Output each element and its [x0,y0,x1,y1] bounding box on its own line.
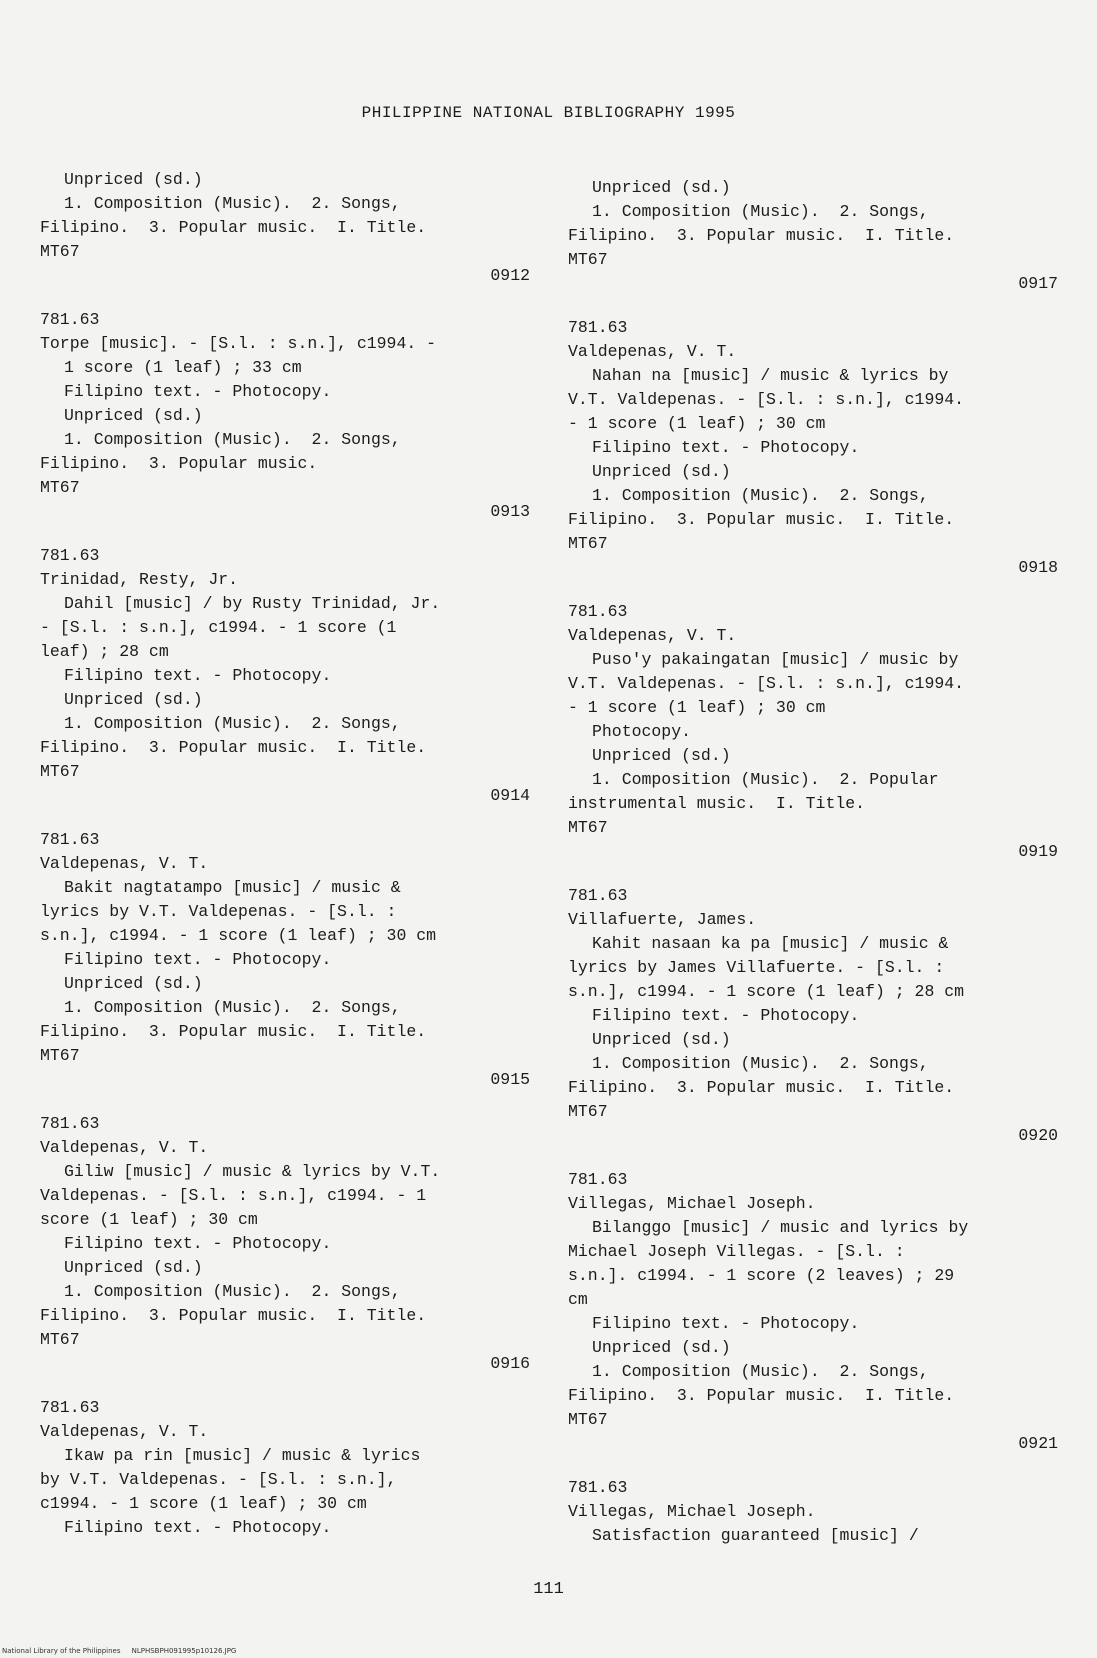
bibliography-entry [40,544,530,828]
bibliography-entry [568,176,1058,316]
entry-line: Valdepenas, V. T. [568,342,737,361]
entry-line: Unpriced (sd.) [592,178,731,197]
entry-line: 781.63 [568,602,628,621]
entry-line: 1. Composition (Music). 2. Songs, [592,1054,929,1073]
entry-line: Filipino. 3. Popular music. I. Title. [40,1022,427,1041]
entry-line: Filipino. 3. Popular music. I. Title. [40,218,427,237]
page-number: 111 [533,1580,564,1599]
bibliography-entry [40,168,530,308]
entry-line: 781.63 [40,1114,100,1133]
entry-line: Villegas, Michael Joseph. [568,1502,816,1521]
entry-line: Unpriced (sd.) [592,462,731,481]
entry-number: 0920 [1018,1126,1058,1145]
entry-line: Trinidad, Resty, Jr. [40,570,239,589]
entry-number: 0913 [490,502,530,521]
entry-line: Valdepenas, V. T. [568,626,737,645]
entry-line: Filipino text. - Photocopy. [64,1234,332,1253]
entry-number: 0916 [490,1354,530,1373]
entry-line: Ikaw pa rin [music] / music & lyrics [64,1446,421,1465]
scan-footer: National Library of the Philippines NLPHSBPH091995p10126.JPG [2,1647,237,1655]
entry-line: Torpe [music]. - [S.l. : s.n.], c1994. - [40,334,437,353]
entry-line: Valdepenas. - [S.l. : s.n.], c1994. - 1 [40,1186,427,1205]
entry-line: 1. Composition (Music). 2. Popular [592,770,939,789]
entry-line: V.T. Valdepenas. - [S.l. : s.n.], c1994. [568,390,965,409]
entry-line: 781.63 [568,886,628,905]
entry-line: 1. Composition (Music). 2. Songs, [592,1362,929,1381]
entry-line: 1. Composition (Music). 2. Songs, [64,1282,401,1301]
entry-line: 1 score (1 leaf) ; 33 cm [64,358,302,377]
entry-line: Unpriced (sd.) [64,974,203,993]
entry-line: MT67 [40,1330,80,1349]
entry-line: Filipino text. - Photocopy. [592,1006,860,1025]
page-header: PHILIPPINE NATIONAL BIBLIOGRAPHY 1995 [361,104,736,122]
bibliography-entry [40,828,530,1112]
entry-line: Filipino text. - Photocopy. [64,950,332,969]
entry-line: Puso'y pakaingatan [music] / music by [592,650,959,669]
entry-line: 781.63 [40,310,100,329]
bibliography-entry [568,884,1058,1168]
entry-line: cm [568,1290,588,1309]
entry-line: 1. Composition (Music). 2. Songs, [64,714,401,733]
entry-line: MT67 [40,242,80,261]
entry-line: s.n.]. c1994. - 1 score (2 leaves) ; 29 [568,1266,955,1285]
entry-line: Valdepenas, V. T. [40,854,209,873]
entry-line: Valdepenas, V. T. [40,1138,209,1157]
entry-line: - [S.l. : s.n.], c1994. - 1 score (1 [40,618,397,637]
entry-line: Villegas, Michael Joseph. [568,1194,816,1213]
bibliography-entry [40,1112,530,1396]
entry-line: Photocopy. [592,722,692,741]
entry-line: 781.63 [40,830,100,849]
entry-line: Nahan na [music] / music & lyrics by [592,366,949,385]
bibliography-entry [568,316,1058,600]
entry-line: MT67 [568,1102,608,1121]
entry-line: 1. Composition (Music). 2. Songs, [64,998,401,1017]
entry-line: Dahil [music] / by Rusty Trinidad, Jr. [64,594,441,613]
right-column [568,176,1058,1548]
entry-line: Unpriced (sd.) [592,746,731,765]
entry-line: Bilanggo [music] / music and lyrics by [592,1218,969,1237]
entry-line: lyrics by V.T. Valdepenas. - [S.l. : [40,902,397,921]
entry-line: Unpriced (sd.) [64,1258,203,1277]
entry-line: MT67 [568,818,608,837]
entry-line: MT67 [40,478,80,497]
entry-number: 0912 [490,266,530,285]
entry-line: Bakit nagtatampo [music] / music & [64,878,401,897]
entry-line: by V.T. Valdepenas. - [S.l. : s.n.], [40,1470,397,1489]
bibliography-entry [568,1168,1058,1476]
entry-line: s.n.], c1994. - 1 score (1 leaf) ; 28 cm [568,982,965,1001]
entry-number: 0917 [1018,274,1058,293]
entry-number: 0919 [1018,842,1058,861]
entry-line: 1. Composition (Music). 2. Songs, [64,194,401,213]
entry-line: MT67 [568,1410,608,1429]
entry-line: V.T. Valdepenas. - [S.l. : s.n.], c1994. [568,674,965,693]
entry-line: MT67 [40,1046,80,1065]
entry-number: 0914 [490,786,530,805]
entry-line: 1. Composition (Music). 2. Songs, [592,202,929,221]
entry-number: 0918 [1018,558,1058,577]
entry-line: Kahit nasaan ka pa [music] / music & [592,934,949,953]
entry-line: Valdepenas, V. T. [40,1422,209,1441]
entry-line: lyrics by James Villafuerte. - [S.l. : [568,958,945,977]
entry-line: 1. Composition (Music). 2. Songs, [64,430,401,449]
entry-line: Filipino. 3. Popular music. I. Title. [568,510,955,529]
entry-line: Filipino text. - Photocopy. [64,666,332,685]
bibliography-entry [40,308,530,544]
entry-line: Filipino. 3. Popular music. I. Title. [568,1078,955,1097]
entry-line: Filipino text. - Photocopy. [64,1518,332,1537]
entry-line: Unpriced (sd.) [64,170,203,189]
entry-line: 781.63 [568,1170,628,1189]
entry-line: Unpriced (sd.) [592,1338,731,1357]
entry-line: Villafuerte, James. [568,910,757,929]
entry-line: instrumental music. I. Title. [568,794,866,813]
entry-line: 1. Composition (Music). 2. Songs, [592,486,929,505]
entry-line: 781.63 [40,546,100,565]
entry-line: Filipino. 3. Popular music. I. Title. [40,1306,427,1325]
entry-line: Michael Joseph Villegas. - [S.l. : [568,1242,905,1261]
entry-line: MT67 [568,250,608,269]
entry-line: Filipino. 3. Popular music. I. Title. [568,1386,955,1405]
entry-line: MT67 [40,762,80,781]
entry-line: Unpriced (sd.) [592,1030,731,1049]
entry-line: MT67 [568,534,608,553]
bibliography-entry [568,600,1058,884]
entry-number: 0915 [490,1070,530,1089]
entry-line: Satisfaction guaranteed [music] / [592,1526,919,1545]
entry-line: Filipino. 3. Popular music. I. Title. [568,226,955,245]
entry-line: score (1 leaf) ; 30 cm [40,1210,258,1229]
bibliography-entry [568,1476,1058,1548]
entry-line: Giliw [music] / music & lyrics by V.T. [64,1162,441,1181]
left-column [40,168,530,1540]
entry-line: leaf) ; 28 cm [40,642,169,661]
entry-line: Filipino. 3. Popular music. I. Title. [40,738,427,757]
entry-number: 0921 [1018,1434,1058,1453]
entry-line: s.n.], c1994. - 1 score (1 leaf) ; 30 cm [40,926,437,945]
entry-line: Filipino. 3. Popular music. [40,454,318,473]
entry-line: Filipino text. - Photocopy. [592,1314,860,1333]
entry-line: c1994. - 1 score (1 leaf) ; 30 cm [40,1494,367,1513]
entry-line: Filipino text. - Photocopy. [64,382,332,401]
entry-line: - 1 score (1 leaf) ; 30 cm [568,698,826,717]
entry-line: Unpriced (sd.) [64,406,203,425]
entry-line: 781.63 [568,1478,628,1497]
entry-line: Unpriced (sd.) [64,690,203,709]
entry-line: - 1 score (1 leaf) ; 30 cm [568,414,826,433]
bibliography-entry [40,1396,530,1540]
entry-line: Filipino text. - Photocopy. [592,438,860,457]
entry-line: 781.63 [40,1398,100,1417]
entry-line: 781.63 [568,318,628,337]
